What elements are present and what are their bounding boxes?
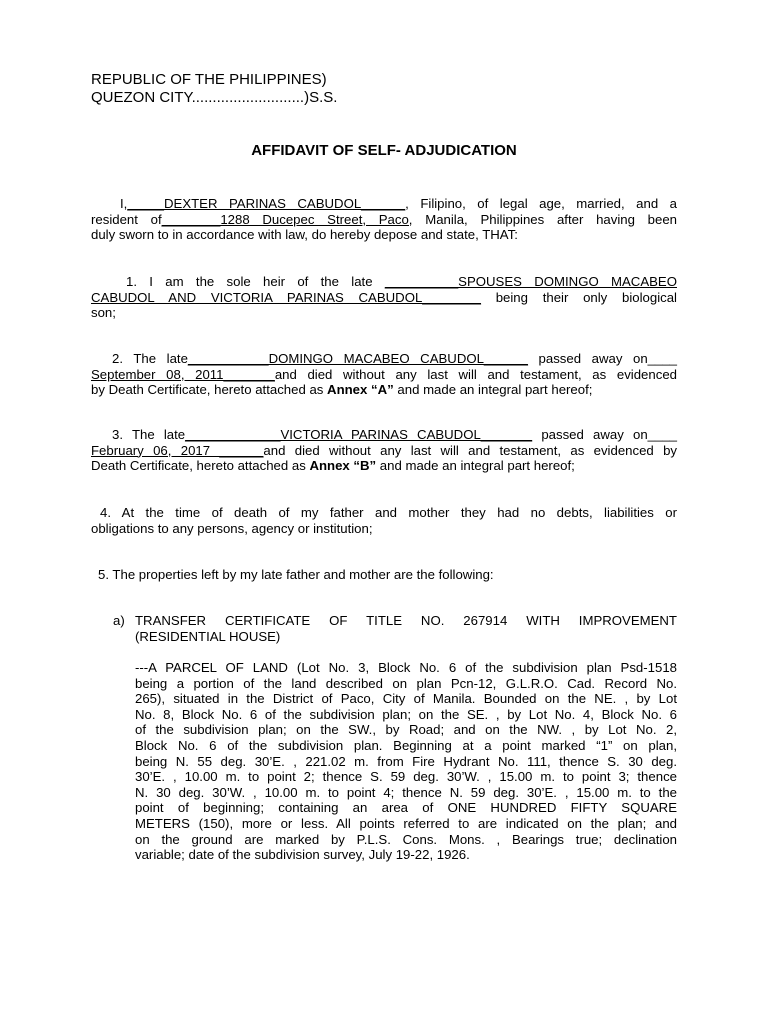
- p1-line-3: son;: [91, 305, 116, 321]
- intro-line-1: I,_____DEXTER PARINAS CABUDOL______, Filipino, of legal age, married, and a: [120, 196, 677, 211]
- desc-line: on the ground are marked by P.L.S. Cons. Mons. , Bearings true; declination: [135, 831, 677, 847]
- p2-line-1: 2. The late___________DOMINGO MACABEO CABUDOL______ passed away on____: [112, 351, 678, 366]
- document-title: AFFIDAVIT OF SELF- ADJUDICATION: [251, 142, 517, 159]
- p3-line-2: February 06, 2017 ______and died without any last will and testament, as evidenced by: [91, 442, 678, 458]
- p3-line-3: Death Certificate, hereto attached as Annex “B” and made an integral part hereof;: [91, 458, 575, 474]
- intro-line-2: resident of________1288 Ducepec Street, Paco, Manila, Philippines after having been: [91, 211, 678, 227]
- annex-b-label: Annex “B”: [309, 458, 377, 474]
- intro-paragraph: [91, 196, 677, 243]
- venue-republic: REPUBLIC OF THE PHILIPPINES): [91, 71, 327, 88]
- p2-line-2: September 08, 2011_______and died without any last will and testament, as evidenced: [91, 366, 677, 382]
- desc-line: of the subdivision plan; on the SW., by Road; and on the NW. , by Lot No. 2,: [135, 722, 677, 738]
- desc-line: ---A PARCEL OF LAND (Lot No. 3, Block No. 6 of the subdivision plan Psd-1518: [135, 660, 677, 675]
- p5-line-1: 5. The properties left by my late father and mother are the following:: [98, 567, 494, 582]
- desc-line: 265), situated in the District of Paco, City of Manila. Bounded on the NE. , by Lot: [135, 691, 677, 707]
- desc-line: 30’E. , 10.00 m. to point 2; thence S. 59 deg. 30’W. , 15.00 m. to point 3; thence: [135, 769, 677, 785]
- property-description: [135, 660, 677, 863]
- affiant-address: ________1288 Ducepec Street, Paco,: [161, 211, 413, 227]
- affiant-name: _____DEXTER PARINAS CABUDOL______: [127, 196, 406, 211]
- p2-line-3: by Death Certificate, hereto attached as Annex “A” and made an integral part hereof;: [91, 382, 593, 398]
- desc-line: variable; date of the subdivision survey, July 19-22, 1926.: [135, 847, 470, 863]
- venue-header: [91, 71, 337, 107]
- paragraph-4: [91, 505, 677, 536]
- desc-line: Block No. 6 of the subdivision plan. Beginning at a point marked “1” on plan,: [135, 737, 677, 753]
- desc-line: being N. 55 deg. 30’E. , 221.02 m. from Fire Hydrant No. 111, thence S. 30 deg.: [135, 753, 677, 769]
- venue-city: QUEZON CITY...........................)S.S.: [91, 89, 338, 106]
- item-a-label: a): [113, 613, 125, 628]
- property-item-a: [113, 613, 677, 645]
- desc-line: No. 8, Block No. 6 of the subdivision plan; on the SE. , by Lot No. 4, Block No. 6: [135, 706, 677, 722]
- paragraph-2: [91, 351, 677, 398]
- paragraph-3: [91, 427, 677, 474]
- desc-line: being a portion of the land described on plan Pcn-12, G.L.R.O. Cad. Record No.: [135, 675, 677, 691]
- desc-line: METERS (150), more or less. All points referred to are indicated on the plan; and: [135, 815, 677, 831]
- desc-line: N. 30 deg. 30’W. , 10.00 m. to point 4; thence N. 59 deg. 30’E. , 15.00 m. to the: [135, 784, 677, 800]
- p1-line-1: 1. I am the sole heir of the late __________SPOUSES DOMINGO MACABEO: [126, 274, 677, 289]
- paragraph-1: [91, 274, 677, 321]
- desc-line: point of beginning; containing an area of ONE HUNDRED FIFTY SQUARE: [135, 800, 677, 816]
- p3-line-1: 3. The late_____________VICTORIA PARINAS CABUDOL_______ passed away on____: [112, 427, 677, 442]
- p1-line-2: CABUDOL AND VICTORIA PARINAS CABUDOL________ being their only biological: [91, 289, 677, 305]
- item-a-heading: [135, 613, 677, 644]
- annex-a-label: Annex “A”: [327, 382, 394, 398]
- item-a-line-1: TRANSFER CERTIFICATE OF TITLE NO. 267914 WITH IMPROVEMENT: [135, 613, 677, 628]
- p4-line-1: 4. At the time of death of my father and mother they had no debts, liabilities or: [100, 505, 677, 520]
- item-a-line-2: (RESIDENTIAL HOUSE): [135, 628, 281, 644]
- p4-line-2: obligations to any persons, agency or institution;: [91, 520, 373, 536]
- intro-line-3: duly sworn to in accordance with law, do hereby depose and state, THAT:: [91, 227, 518, 243]
- paragraph-5: [91, 567, 677, 583]
